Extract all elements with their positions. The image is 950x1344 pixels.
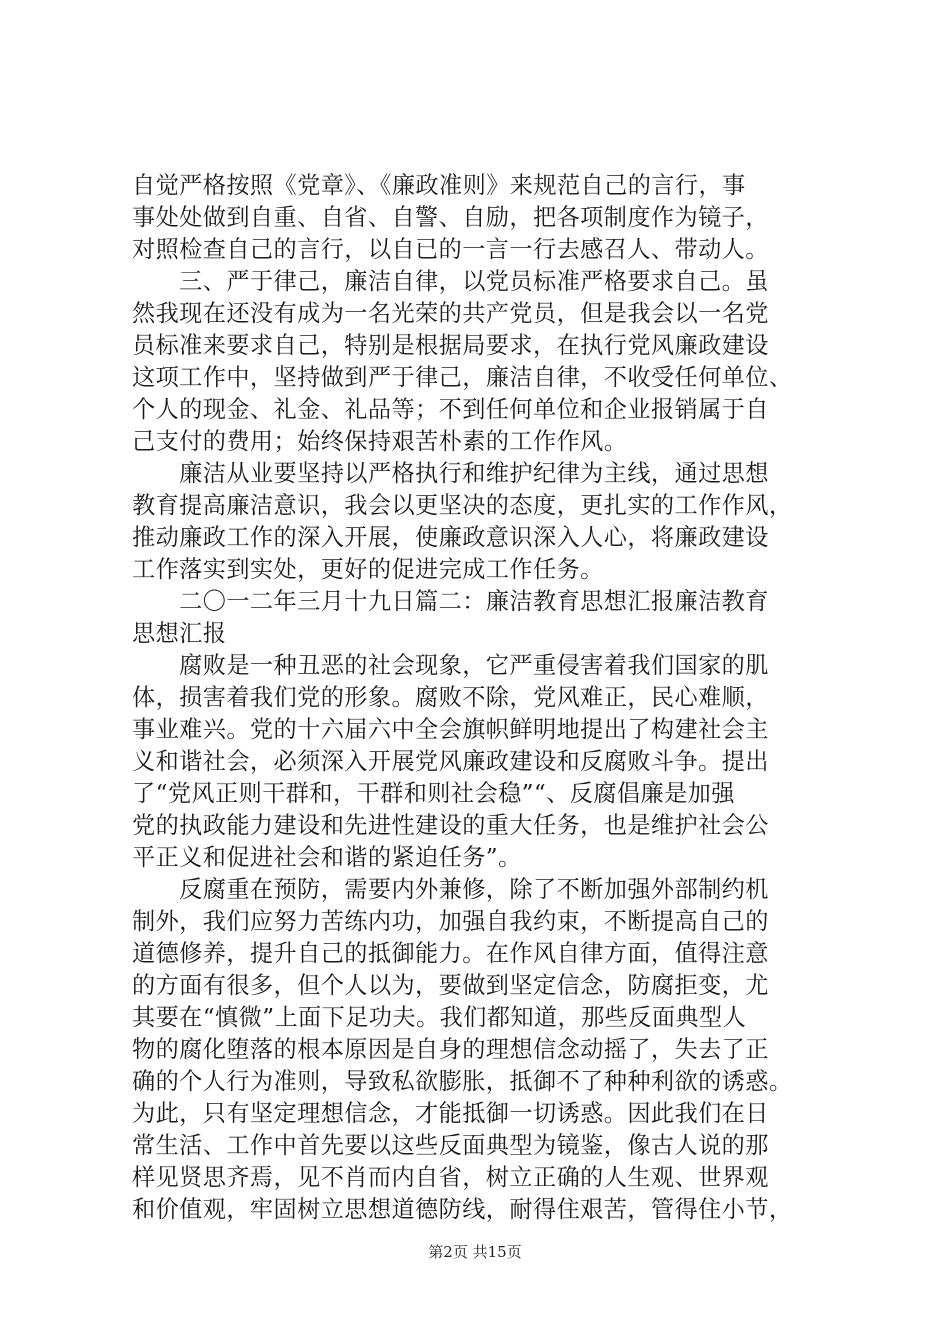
page-number-footer: 第2页 共15页 [428,1243,522,1261]
text-line: 常生活、工作中首先要以这些反面典型为镜鉴，像古人说的那 [132,1132,769,1159]
text-line: 义和谐社会，必须深入开展党风廉政建设和反腐败斗争。提出 [132,748,769,775]
text-line: 个人的现金、礼金、礼品等；不到任何单位和企业报销属于自 [132,396,769,423]
text-line: 员标准来要求自己，特别是根据局要求，在执行党风廉政建设 [132,332,769,359]
text-line: 然我现在还没有成为一名光荣的共产党员，但是我会以一名党 [132,300,769,327]
text-line: 推动廉政工作的深入开展，使廉政意识深入人心，将廉政建设 [132,524,769,551]
text-line: 己支付的费用；始终保持艰苦朴素的工作作风。 [132,428,628,455]
text-line: 教育提高廉洁意识，我会以更坚决的态度，更扎实的工作作风， [132,492,793,519]
text-line: 体，损害着我们党的形象。腐败不除，党风难正，民心难顺， [132,684,769,711]
text-line: 确的个人行为准则，导致私欲膨胀，抵御不了种种利欲的诱惑。 [132,1068,793,1095]
document-body [132,170,852,1226]
text-line: 物的腐化堕落的根本原因是自身的理想信念动摇了，失去了正 [132,1036,769,1063]
text-line: 事处处做到自重、自省、自警、自励，把各项制度作为镜子， [132,204,769,231]
text-line: 对照检查自己的言行，以自已的一言一行去感召人、带动人。 [132,236,769,263]
text-line: 的方面有很多，但个人以为，要做到坚定信念，防腐拒变，尤 [132,972,769,999]
text-line: 制外，我们应努力苦练内功，加强自我约束，不断提高自己的 [132,908,769,935]
text-line: 三、严于律己，廉洁自律，以党员标准严格要求自己。虽 [132,268,769,295]
text-line: 这项工作中，坚持做到严于律己，廉洁自律，不收受任何单位、 [132,364,793,391]
text-line: 党的执政能力建设和先进性建设的重大任务，也是维护社会公 [132,812,769,839]
text-line: 廉洁从业要坚持以严格执行和维护纪律为主线，通过思想 [132,460,769,487]
text-line: 样见贤思齐焉，见不肖而内自省，树立正确的人生观、世界观 [132,1164,769,1191]
text-line: 思想汇报 [132,620,227,647]
text-line: 其要在“慎微”上面下足功夫。我们都知道，那些反面典型人 [132,1004,747,1031]
text-line: 事业难兴。党的十六届六中全会旗帜鲜明地提出了构建社会主 [132,716,769,743]
text-line: 工作落实到实处，更好的促进完成工作任务。 [132,556,604,583]
text-line: 自觉严格按照《党章》、《廉政准则》来规范自己的言行，事 [132,172,746,199]
text-line: 为此，只有坚定理想信念，才能抵御一切诱惑。因此我们在日 [132,1100,769,1127]
text-line: 道德修养，提升自己的抵御能力。在作风自律方面，值得注意 [132,940,769,967]
text-line: 二〇一二年三月十九日篇二：廉洁教育思想汇报廉洁教育 [132,588,769,615]
text-line: 平正义和促进社会和谐的紧迫任务”。 [132,844,522,871]
text-line: 和价值观，牢固树立思想道德防线，耐得住艰苦，管得住小节， [132,1196,793,1223]
text-line: 腐败是一种丑恶的社会现象，它严重侵害着我们国家的肌 [132,652,769,679]
text-line: 反腐重在预防，需要内外兼修，除了不断加强外部制约机 [132,876,769,903]
text-line: 了“党风正则干群和，干群和则社会稳”“、反腐倡廉是加强 [132,780,735,807]
